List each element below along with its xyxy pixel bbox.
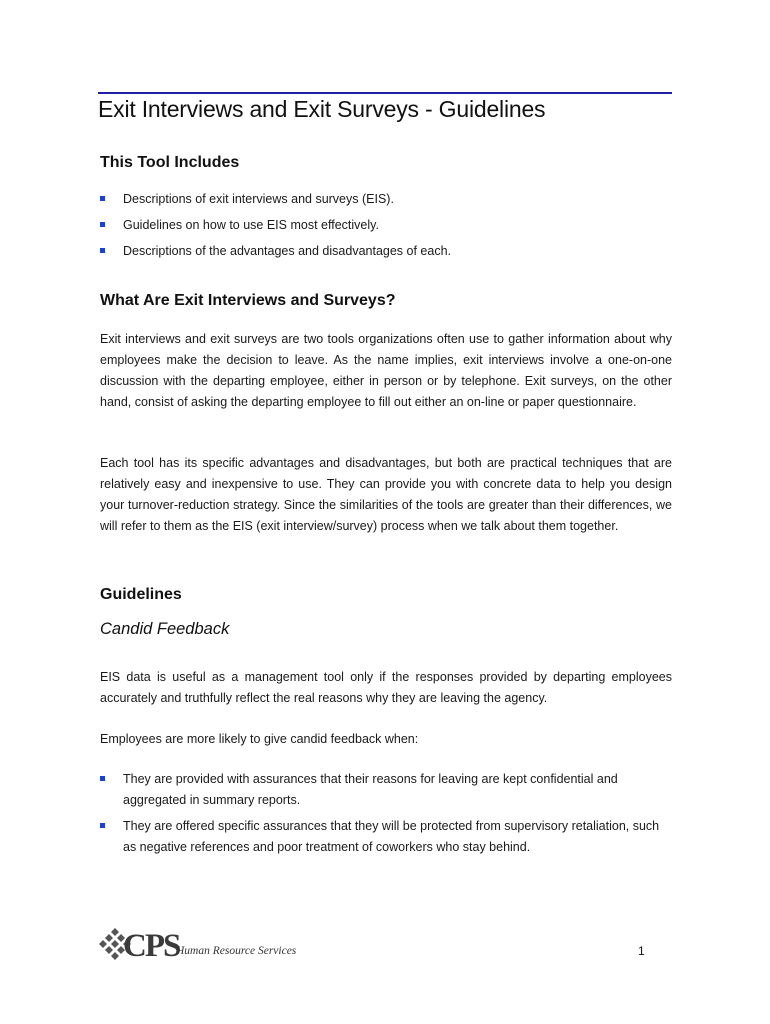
subheading-candid-feedback: Candid Feedback — [100, 620, 230, 638]
square-bullet-icon — [100, 823, 105, 828]
logo-wordmark: CPS — [123, 928, 180, 964]
paragraph: Employees are more likely to give candid feedback when: — [100, 732, 419, 746]
square-bullet-icon — [100, 776, 105, 781]
tool-includes-list — [100, 189, 672, 262]
square-bullet-icon — [100, 222, 105, 227]
paragraph: Exit interviews and exit surveys are two tools organizations often use to gather information about why employees make the decision to leave. As the name implies, exit interviews involve a one-on-one discussion with the departing employee, either in person or by telephone. Exit surveys, on the other hand, consist of asking the departing employee to fill out either an on-line or paper questionnaire. — [100, 332, 672, 409]
section-heading-guidelines: Guidelines — [100, 586, 182, 603]
paragraph: EIS data is useful as a management tool only if the responses provided by departing employees accurately and truthfully reflect the real reasons why they are leaving the agency. — [100, 670, 672, 705]
list-item: Descriptions of exit interviews and surveys (EIS). — [100, 189, 672, 210]
section-heading-what-are: What Are Exit Interviews and Surveys? — [100, 292, 396, 309]
logo-subtitle: Human Resource Services — [176, 945, 297, 957]
square-bullet-icon — [100, 196, 105, 201]
company-logo — [98, 926, 308, 966]
list-item: They are provided with assurances that their reasons for leaving are kept confidential and aggregated in summary reports. — [100, 769, 672, 811]
page-number: 1 — [638, 944, 645, 958]
list-item: Descriptions of the advantages and disadvantages of each. — [100, 241, 672, 262]
document-title: Exit Interviews and Exit Surveys - Guidelines — [98, 96, 546, 122]
section-heading-tool-includes: This Tool Includes — [100, 154, 240, 171]
square-bullet-icon — [100, 248, 105, 253]
candid-feedback-list — [100, 769, 672, 858]
list-item: Guidelines on how to use EIS most effectively. — [100, 215, 672, 236]
paragraph: Each tool has its specific advantages and disadvantages, but both are practical techniques that are relatively easy and inexpensive to use. They can provide you with concrete data to help you design your turnover-reduction strategy. Since the similarities of the tools are greater than their differences, we will refer to them as the EIS (exit interview/survey) process when we talk about them together. — [100, 456, 672, 533]
list-item: They are offered specific assurances that they will be protected from supervisory retaliation, such as negative references and poor treatment of coworkers who stay behind. — [100, 816, 672, 858]
title-rule — [98, 92, 672, 94]
